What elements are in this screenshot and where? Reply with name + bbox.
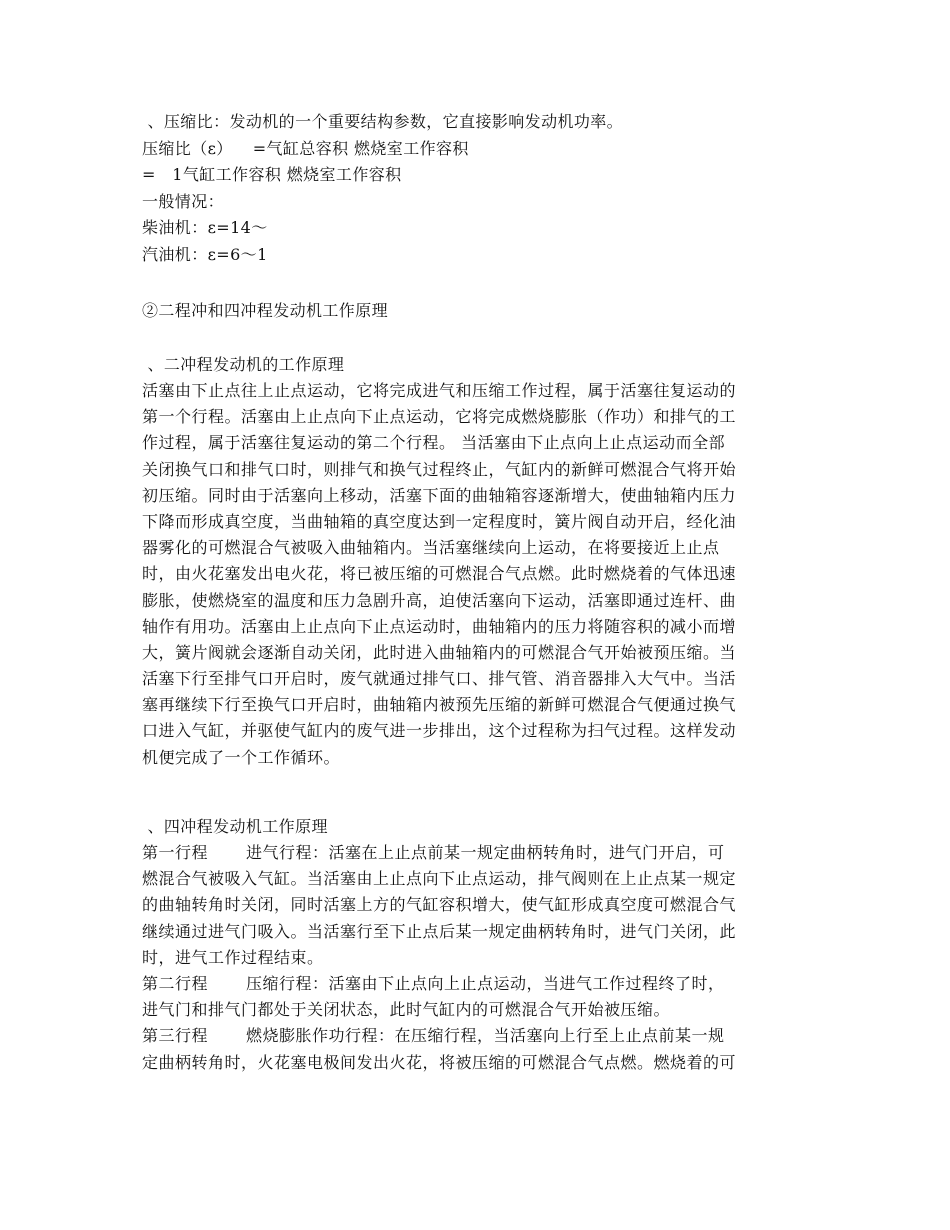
compression-heading: 、压缩比：发动机的一个重要结构参数，它直接影响发动机功率。 <box>142 112 624 131</box>
four-stroke-heading: 、四冲程发动机工作原理 <box>142 817 328 836</box>
paragraph-line: 时，由火花塞发出电火花，将已被压缩的可燃混合气点燃。此时燃烧着的气体迅速 <box>142 564 737 584</box>
stroke3-lead: 燃烧膨胀作功行程：在压缩行程，当活塞向上行至上止点前某一规 <box>246 1026 725 1046</box>
paragraph-line: 第一个行程。活塞由上止点向下止点运动，它将完成燃烧膨胀（作功）和排气的工 <box>142 407 737 427</box>
paragraph-line: 机便完成了一个工作循环。 <box>142 747 341 767</box>
section-title: ②二程冲和四冲程发动机工作原理 <box>142 301 389 320</box>
paragraph-line: 继续通过进气门吸入。当活塞行至下止点后某一规定曲柄转角时，进气门关闭，此 <box>142 921 737 941</box>
compression-formula-line2: = 1气缸工作容积 燃烧室工作容积 <box>142 165 402 184</box>
gasoline-ratio: 汽油机：ε=6～1 <box>142 245 268 264</box>
diesel-ratio: 柴油机：ε=14～ <box>142 218 268 237</box>
paragraph-line: 塞再继续下行至换气口开启时，曲轴箱内被预先压缩的新鲜可燃混合气便通过换气 <box>142 695 737 715</box>
paragraph-line: 初压缩。同时由于活塞向上移动，活塞下面的曲轴箱容逐渐增大，使曲轴箱内压力 <box>142 485 737 505</box>
stroke2-lead-line <box>142 971 814 997</box>
paragraph-line: 定曲柄转角时，火花塞电极间发出火花，将被压缩的可燃混合气点燃。燃烧着的可 <box>142 1052 737 1072</box>
paragraph-line: 下降而形成真空度，当曲轴箱的真空度达到一定程度时，簧片阀自动开启，经化油 <box>142 511 737 531</box>
paragraph-line: 活塞下行至排气口开启时，废气就通过排气口、排气管、消音器排入大气中。当活 <box>142 669 737 689</box>
paragraph-line: 膨胀，使燃烧室的温度和压力急剧升高，迫使活塞向下运动，活塞即通过连杆、曲 <box>142 590 737 610</box>
paragraph-line: 作过程，属于活塞往复运动的第二个行程。 当活塞由下止点向上止点运动而全部 <box>142 433 726 453</box>
two-stroke-heading: 、二冲程发动机的工作原理 <box>142 355 345 374</box>
stroke1-lead-line <box>142 840 814 866</box>
paragraph-line: 活塞由下止点往上止点运动，它将完成进气和压缩工作过程，属于活塞往复运动的 <box>142 381 737 400</box>
paragraph-line: 器雾化的可燃混合气被吸入曲轴箱内。当活塞继续向上运动，在将要接近上止点 <box>142 538 720 558</box>
stroke1-lead: 进气行程：活塞在上止点前某一规定曲柄转角时，进气门开启，可 <box>246 843 725 862</box>
formula-label: 压缩比（ε） <box>142 139 233 158</box>
stroke2-label: 第二行程 <box>142 973 209 993</box>
paragraph-line: 时，进气工作过程结束。 <box>142 947 324 967</box>
paragraph-line: 口进入气缸，并驱使气缸内的废气进一步排出，这个过程称为扫气过程。这样发动 <box>142 721 737 741</box>
paragraph-line: 燃混合气被吸入气缸。当活塞由上止点向下止点运动，排气阀则在上止点某一规定 <box>142 869 737 889</box>
stroke2-lead: 压缩行程：活塞由下止点向上止点运动，当进气工作过程终了时， <box>246 973 725 993</box>
compression-formula-line1 <box>142 136 469 162</box>
formula-expression-1: =气缸总容积 燃烧室工作容积 <box>252 139 469 158</box>
stroke1-label: 第一行程 <box>142 843 209 862</box>
paragraph-line: 关闭换气口和排气口时，则排气和换气过程终止，气缸内的新鲜可燃混合气将开始 <box>142 459 737 479</box>
paragraph-line: 的曲轴转角时关闭，同时活塞上方的气缸容积增大，使气缸形成真空度可燃混合气 <box>142 895 737 915</box>
stroke3-label: 第三行程 <box>142 1026 209 1046</box>
paragraph-line: 轴作有用功。活塞由上止点向下止点运动时，曲轴箱内的压力将随容积的减小而增 <box>142 616 737 636</box>
paragraph-line: 进气门和排气门都处于关闭状态，此时气缸内的可燃混合气开始被压缩。 <box>142 1000 671 1020</box>
two-stroke-paragraph <box>142 378 814 771</box>
stroke3-lead-line <box>142 1023 814 1049</box>
four-stroke-paragraph <box>142 840 814 1076</box>
general-case-label: 一般情况： <box>142 192 225 211</box>
paragraph-line: 大，簧片阀就会逐渐自动关闭，此时进入曲轴箱内的可燃混合气开始被预压缩。当 <box>142 642 737 662</box>
